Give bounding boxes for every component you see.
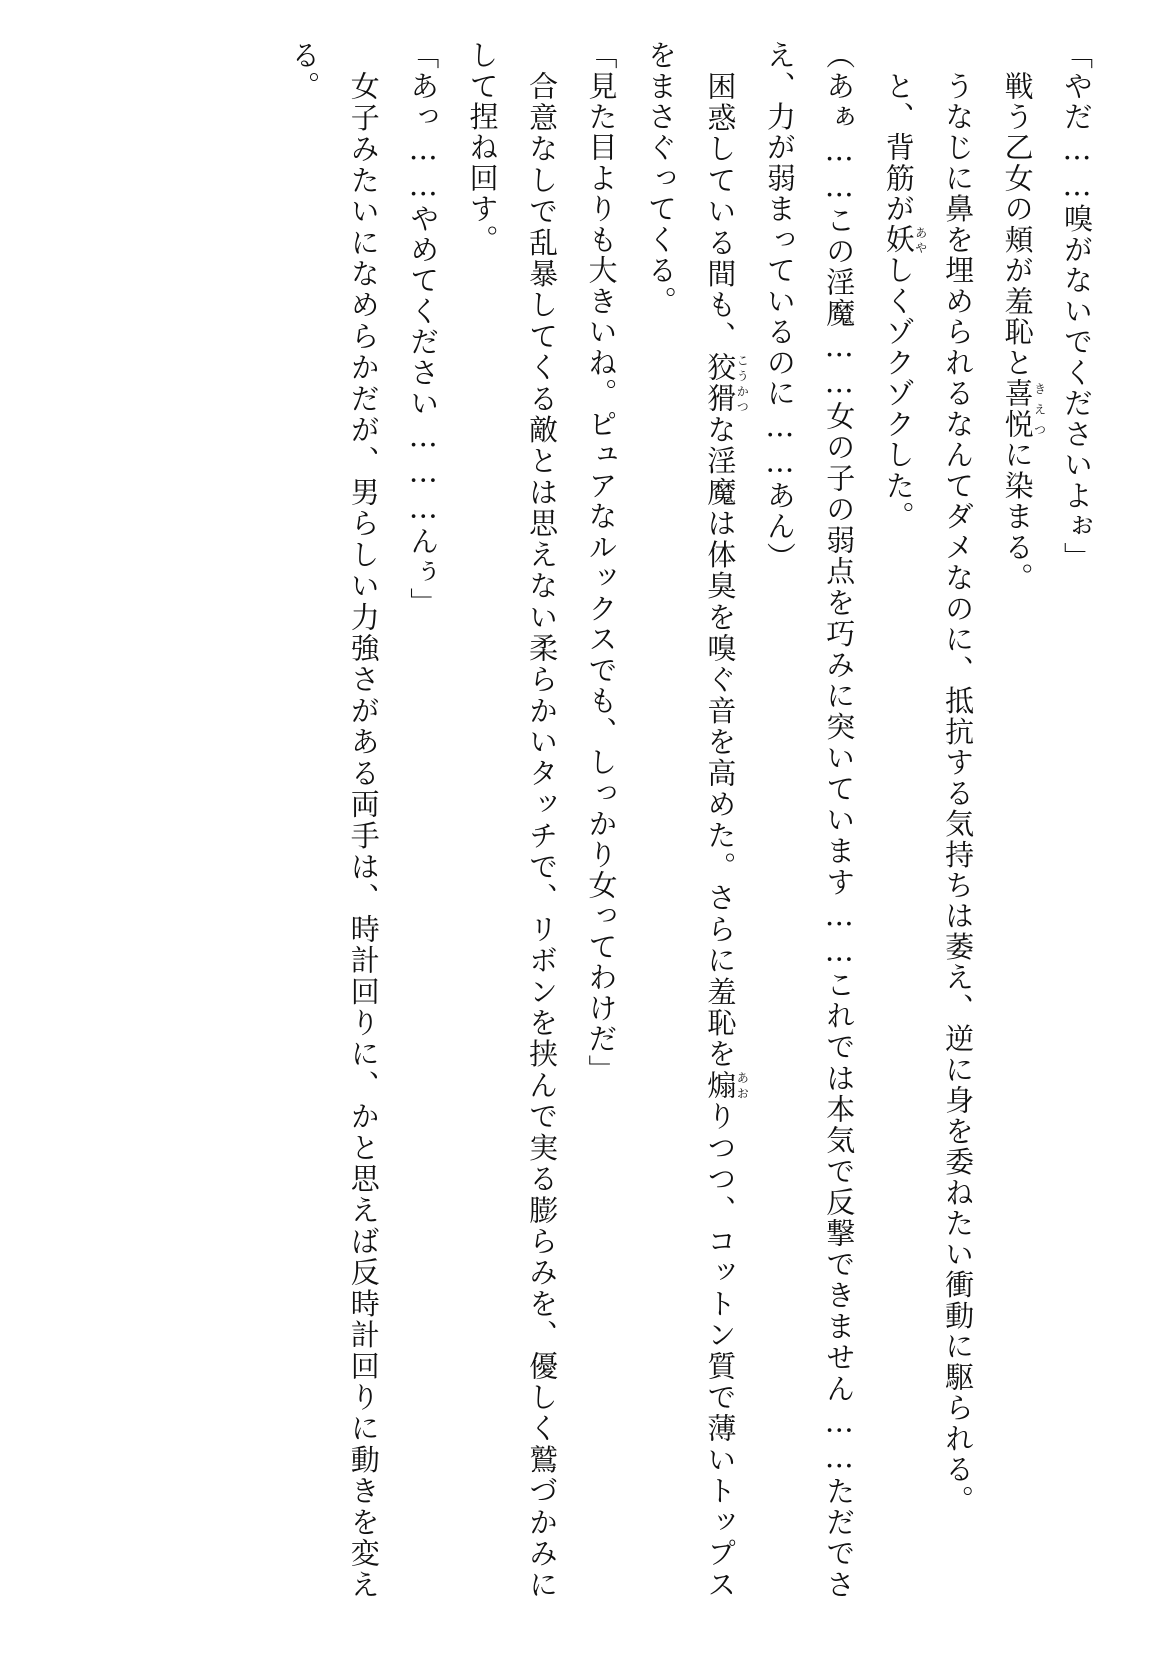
novel-body-text — [60, 40, 1106, 1600]
paragraph-line: 「あっ……やめてください………んぅ」 — [406, 40, 441, 619]
paragraph-line: 女子みたいになめらかだが、男らしい力強さがある両手は、時計回りに、かと思えば反時計回りに動きを変える。 — [287, 40, 381, 1600]
paragraph-line: うなじに鼻を埋められるなんてダメなのに、抵抗する気持ちは萎え、逆に身を委ねたい衝動に駆られる。 — [941, 40, 976, 1516]
paragraph-line: 「やだ……嗅がないでくださいよぉ」 — [1060, 40, 1094, 573]
paragraph-line: 戦う乙女の頬が羞恥と喜悦きえつに染まる。 — [1000, 40, 1047, 594]
ruby-koukatsu: 狡猾こうかつ — [703, 352, 750, 415]
paragraph-line: と、背筋が妖あやしくゾクゾクした。 — [881, 40, 928, 532]
paragraph-line: 困惑している間も、狡猾こうかつな淫魔は体臭を嗅ぐ音を高めた。さらに羞恥を煽あおりつつ、コットン質で薄いトップスをまさぐってくる。 — [643, 40, 750, 1600]
paragraph-line: （あぁ……この淫魔……女の子の弱点を巧みに突いています……これでは本気で反撃できません……ただでさえ、力が弱まっているのに……あん） — [762, 40, 857, 1600]
paragraph-line: 「見た目よりも大きいね。ピュアなルックスでも、しっかり女ってわけだ」 — [584, 40, 619, 1086]
ruby-ao: 煽あお — [703, 1069, 750, 1102]
ruby-kietsu: 喜悦きえつ — [1000, 378, 1047, 440]
ruby-aya: 妖あや — [881, 224, 928, 256]
paragraph-line: 合意なしで乱暴してくる敵とは思えない柔らかいタッチで、リボンを挟んで実る膨らみを、優しく鷲づかみにして捏ね回す。 — [465, 40, 560, 1600]
